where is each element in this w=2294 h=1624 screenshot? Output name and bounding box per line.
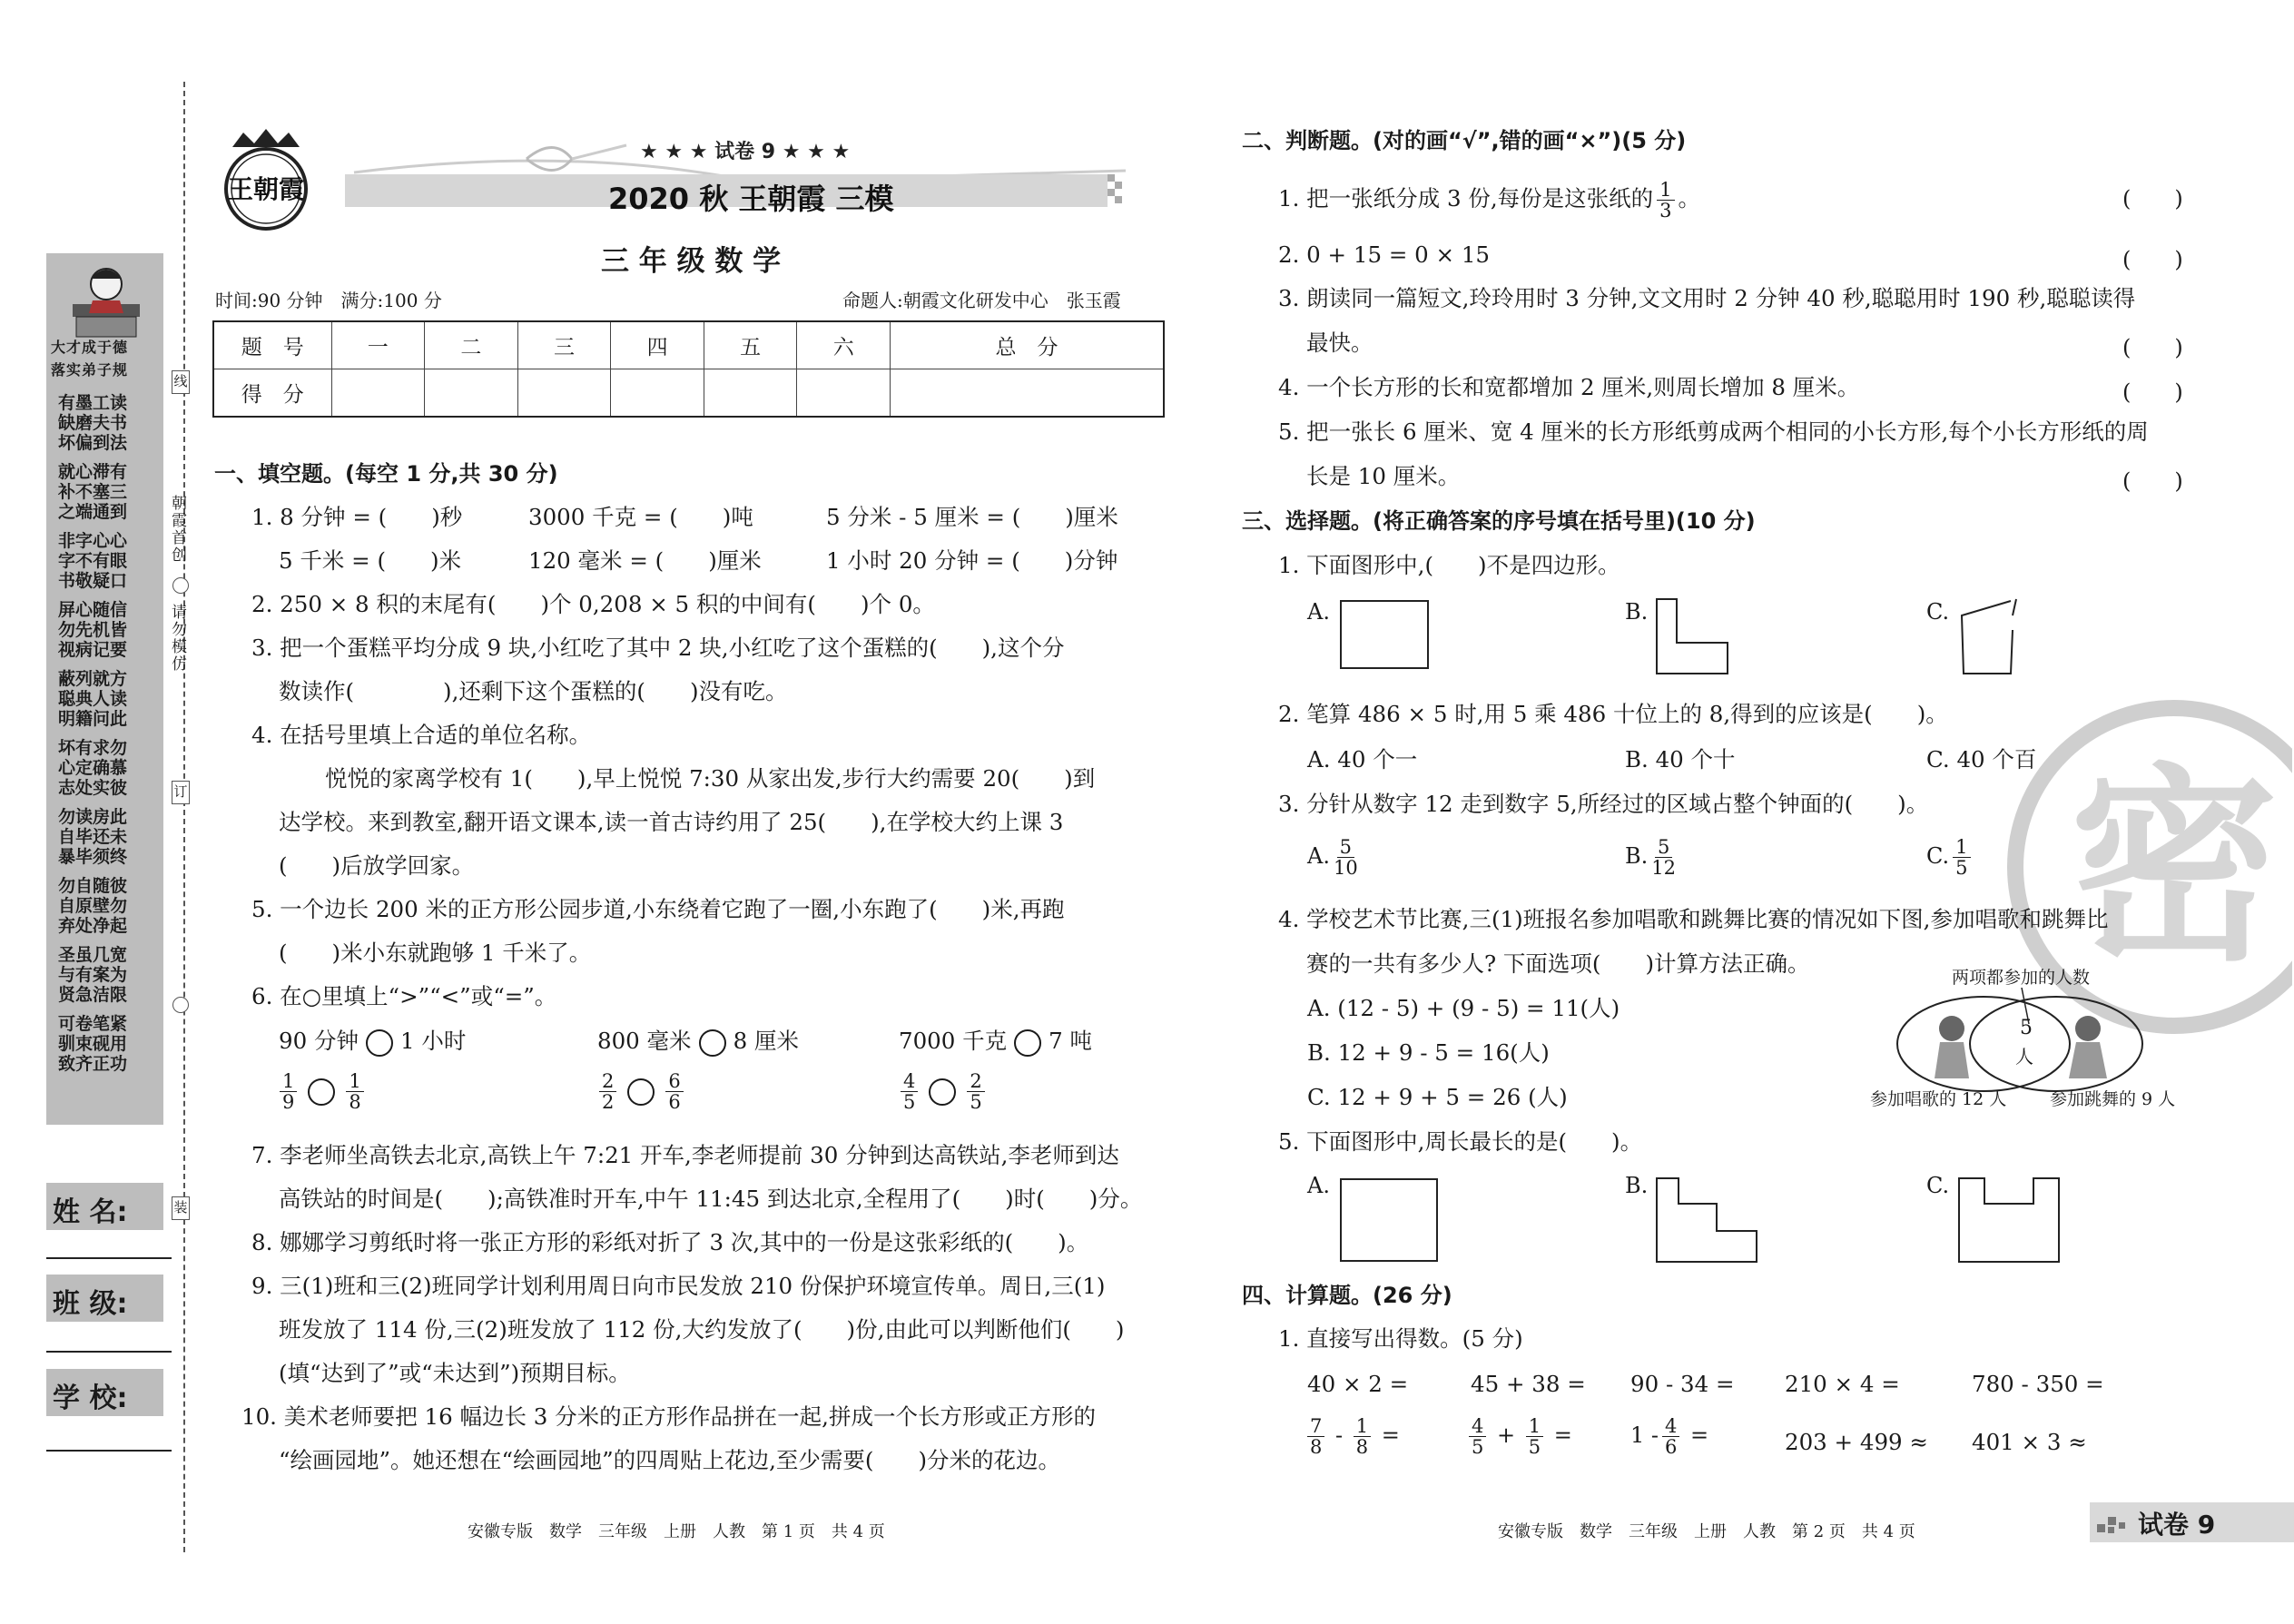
calc-item: 90 - 34 = — [1630, 1371, 1735, 1397]
denominator: 5 — [1472, 1436, 1484, 1458]
s1-q2: 2. 250 × 8 积的末尾有( )个 0,208 × 5 积的中间有( )个 0。 — [251, 591, 935, 617]
svg-text:聪典人读: 聪典人读 — [58, 689, 128, 709]
score-header-cell: 四 — [611, 321, 704, 369]
exam-author: 命题人:朝霞文化研发中心 张玉霞 — [842, 290, 1121, 311]
compare-circle[interactable] — [366, 1029, 393, 1057]
stamp-char: 密 — [2069, 747, 2279, 989]
fraction — [1953, 837, 1970, 878]
s2-q4: 4. 一个长方形的长和宽都增加 2 厘米,则周长增加 8 厘米。 — [1278, 374, 1860, 400]
denominator: 5 — [903, 1091, 916, 1113]
calc-item: 401 × 3 ≈ — [1972, 1429, 2087, 1455]
sidebar-cut-label-2: 请勿模仿 — [168, 604, 186, 673]
numerator: 1 — [1526, 1416, 1543, 1437]
numerator: 2 — [967, 1071, 984, 1092]
svg-text:屏心随信: 屏心随信 — [58, 600, 128, 620]
s3-q4b: 赛的一共有多少人? 下面选项( )计算方法正确。 — [1306, 950, 1810, 977]
s1-q10a: 10. 美术老师要把 16 幅边长 3 分米的正方形作品拼在一起,拼成一个长方形或正方形的 — [241, 1403, 1096, 1430]
venn-center-num: 5 — [2020, 1017, 2033, 1039]
q6-left: 90 分钟 — [279, 1028, 359, 1054]
sidebar-cut-label-5 — [172, 1196, 190, 1220]
fraction — [346, 1071, 363, 1112]
sidebar-cut-label-3 — [172, 370, 190, 394]
opt-letter: C. — [1926, 843, 1950, 869]
svg-text:贤急洁限: 贤急洁限 — [58, 985, 128, 1005]
section3-title: 三、选择题。(将正确答案的序号填在括号里)(10 分) — [1242, 508, 1756, 534]
cut-char-xian: 线 — [173, 373, 188, 389]
s2-q2: 2. 0 + 15 = 0 × 15 — [1278, 241, 1491, 268]
s1-q1b: 3000 千克 = ( )吨 — [528, 504, 753, 530]
denominator: 12 — [1651, 857, 1676, 879]
score-header-cell: 二 — [425, 321, 518, 369]
svg-text:致齐正功: 致齐正功 — [58, 1054, 128, 1074]
s1-q1d: 5 千米 = ( )米 — [279, 547, 462, 574]
answer-paren[interactable]: ( ) — [2122, 247, 2183, 272]
svg-text:字不有眼: 字不有眼 — [58, 551, 128, 571]
fraction — [1526, 1416, 1543, 1457]
s1-q7b: 高铁站的时间是( );高铁准时开车,中午 11:45 到达北京,全程用了( )时( )分。 — [279, 1186, 1143, 1212]
venn-center-unit: 人 — [2015, 1046, 2033, 1068]
shape-l-hexagon — [1655, 597, 1729, 681]
denominator: 5 — [1955, 857, 1968, 879]
corner-squares-icon — [2097, 1510, 2133, 1540]
denominator: 5 — [1528, 1436, 1541, 1458]
s1-q6-row1a — [279, 1026, 466, 1057]
equals-sign: = — [1381, 1422, 1400, 1448]
s1-q1e: 120 毫米 = ( )厘米 — [528, 547, 762, 574]
calc-frac-b — [1465, 1416, 1572, 1457]
denominator: 8 — [349, 1091, 361, 1113]
s1-q3a: 3. 把一个蛋糕平均分成 9 块,小红吃了其中 2 块,小红吃了这个蛋糕的( ),这个分 — [251, 635, 1065, 661]
score-header-cell: 五 — [704, 321, 797, 369]
svg-text:勿先机皆: 勿先机皆 — [58, 620, 128, 640]
s3-q1-optB[interactable]: B. — [1625, 599, 1649, 625]
s2-q3a: 3. 朗读同一篇短文,玲玲用时 3 分钟,文文用时 2 分钟 40 秒,聪聪用时 190 秒,聪聪读得 — [1278, 285, 2136, 311]
cut-char-ding: 订 — [173, 783, 188, 800]
score-cell[interactable] — [611, 369, 704, 418]
fraction — [1657, 180, 1674, 221]
svg-text:自原壁勿: 自原壁勿 — [58, 896, 128, 916]
s1-q6-row1b — [597, 1026, 799, 1057]
s1-q10b: “绘画园地”。她还想在“绘画园地”的四周贴上花边,至少需要( )分米的花边。 — [279, 1447, 1061, 1473]
name-label: 姓 名: — [53, 1196, 128, 1228]
svg-text:补不塞三: 补不塞三 — [58, 482, 128, 502]
s1-q1a: 1. 8 分钟 = ( )秒 — [251, 504, 463, 530]
svg-text:驯束砚用: 驯束砚用 — [58, 1034, 128, 1054]
score-header-cell: 一 — [331, 321, 425, 369]
svg-text:自毕还未: 自毕还未 — [58, 827, 128, 847]
corner-label: 试卷 9 — [2138, 1510, 2216, 1540]
s1-q3b: 数读作( ),还剩下这个蛋糕的( )没有吃。 — [279, 678, 788, 704]
s3-q4-optC[interactable]: C. 12 + 9 + 5 = 26 (人) — [1307, 1084, 1568, 1110]
shape-square — [1340, 1178, 1438, 1262]
sidebar-cut-label-1: 朝霞首创 — [168, 495, 186, 564]
s1-q9b: 班发放了 114 份,三(2)班发放了 112 份,大约发放了( )份,由此可以判断他们( ) — [279, 1316, 1125, 1343]
s3-q5: 5. 下面图形中,周长最长的是( )。 — [1278, 1128, 1643, 1155]
s1-q4: 4. 在括号里填上合适的单位名称。 — [251, 722, 592, 748]
calc-frac-a — [1304, 1416, 1400, 1457]
sidebar-cut-label-4 — [172, 781, 190, 804]
fraction — [967, 1071, 984, 1112]
score-header-cell: 三 — [517, 321, 611, 369]
numerator: 1 — [1953, 837, 1970, 858]
svg-text:暴毕须终: 暴毕须终 — [58, 847, 128, 867]
s3-q3-optC[interactable] — [1926, 837, 1974, 878]
s1-q8: 8. 娜娜学习剪纸时将一张正方形的彩纸对折了 3 次,其中的一份是这张彩纸的( )。 — [251, 1229, 1089, 1255]
s3-q2: 2. 笔算 486 × 5 时,用 5 乘 486 十位上的 8,得到的应该是( )。 — [1278, 701, 1948, 727]
equals-sign: = — [1553, 1422, 1572, 1448]
q6-right: 8 厘米 — [733, 1028, 799, 1054]
svg-text:蔽列就方: 蔽列就方 — [58, 669, 128, 689]
plus-sign: + — [1497, 1422, 1516, 1448]
s1-q4b: 达学校。来到教室,翻开语文课本,读一首古诗约用了 25( ),在学校大约上课 3 — [279, 809, 1064, 835]
equals-sign: = — [1690, 1422, 1709, 1448]
shape-notched-square — [1957, 1176, 2061, 1269]
numerator: 4 — [1469, 1416, 1486, 1437]
answer-paren[interactable]: ( ) — [2122, 186, 2183, 212]
svg-text:视病记要: 视病记要 — [58, 640, 128, 660]
svg-text:王朝霞: 王朝霞 — [227, 174, 305, 204]
compare-circle[interactable] — [699, 1029, 726, 1057]
numerator: 5 — [1337, 837, 1354, 858]
score-row-label: 得 分 — [213, 369, 331, 418]
numerator: 4 — [1662, 1416, 1679, 1437]
s3-q1-optA[interactable]: A. — [1307, 599, 1330, 625]
svg-text:就心滞有: 就心滞有 — [58, 462, 128, 482]
cut-char-zhuang: 装 — [173, 1199, 188, 1216]
footer-right: 安徽专版 数学 三年级 上册 人教 第 2 页 共 4 页 — [1498, 1522, 1915, 1541]
s3-q5-optC[interactable]: C. — [1926, 1173, 1950, 1198]
s1-q6-row2a — [276, 1071, 368, 1112]
fraction — [901, 1071, 918, 1112]
svg-text:弃处净起: 弃处净起 — [58, 916, 128, 936]
numerator: 4 — [901, 1071, 918, 1092]
fraction — [665, 1071, 683, 1112]
numerator: 2 — [599, 1071, 616, 1092]
svg-text:坏有求勿: 坏有求勿 — [58, 738, 128, 758]
s4-q1: 1. 直接写出得数。(5 分) — [1278, 1325, 1523, 1352]
calc-item: 45 + 38 = — [1471, 1371, 1586, 1397]
denominator: 6 — [668, 1091, 681, 1113]
sidebar-motto-top: 大才成于德 — [51, 339, 129, 356]
score-cell[interactable] — [331, 369, 425, 418]
svg-text:明籍问此: 明籍问此 — [58, 709, 128, 729]
s3-q1-optC[interactable]: C. — [1926, 599, 1950, 625]
compare-circle[interactable] — [627, 1078, 655, 1106]
fraction — [1307, 1416, 1324, 1457]
fraction — [599, 1071, 616, 1112]
s3-q3: 3. 分针从数字 12 走到数字 5,所经过的区域占整个钟面的( )。 — [1278, 791, 1929, 817]
s1-q1c: 5 分米 - 5 厘米 = ( )厘米 — [826, 504, 1118, 530]
s3-q5-optB[interactable]: B. — [1625, 1173, 1649, 1198]
s3-q5-optA[interactable]: A. — [1307, 1173, 1330, 1198]
s3-q4-optA[interactable]: A. (12 - 5) + (9 - 5) = 11(人) — [1307, 995, 1620, 1021]
s1-q6-row2c — [897, 1071, 989, 1112]
denominator: 9 — [282, 1091, 295, 1113]
opt-letter: B. — [1625, 843, 1649, 869]
sidebar-cut-circle-1 — [172, 577, 189, 594]
svg-text:书敬疑口: 书敬疑口 — [58, 571, 128, 591]
fraction — [1662, 1416, 1679, 1457]
school-label: 学 校: — [53, 1383, 128, 1414]
denominator: 5 — [970, 1091, 982, 1113]
svg-text:有墨工读: 有墨工读 — [58, 393, 128, 413]
score-table-header-row — [213, 321, 1164, 369]
svg-text:勿自随彼: 勿自随彼 — [58, 876, 128, 896]
answer-paren[interactable]: ( ) — [2122, 335, 2183, 360]
s2-q5b: 长是 10 厘米。 — [1306, 463, 1461, 489]
fraction — [280, 1071, 297, 1112]
s3-q2c[interactable]: C. 40 个百 — [1926, 746, 2037, 773]
svg-text:与有案为: 与有案为 — [58, 965, 128, 985]
score-cell[interactable] — [425, 369, 518, 418]
shape-open-figure — [1956, 597, 2020, 681]
fraction — [1334, 837, 1358, 878]
s2-q3b: 最快。 — [1306, 330, 1373, 356]
exam-title: 2020 秋 王朝霞 三模 — [608, 182, 894, 216]
calc-item: 203 + 499 ≈ — [1785, 1429, 1928, 1455]
svg-text:坏偏到法: 坏偏到法 — [58, 433, 128, 453]
s2-q1-end: 。 — [1678, 185, 1700, 212]
score-header-cell: 总 分 — [891, 321, 1164, 369]
venn-top-label: 两项都参加的人数 — [1952, 968, 2091, 988]
school-input-line[interactable] — [46, 1450, 172, 1452]
numerator: 5 — [1655, 837, 1672, 858]
score-cell[interactable] — [704, 369, 797, 418]
compare-circle[interactable] — [929, 1078, 956, 1106]
fraction — [1651, 837, 1676, 878]
s1-q4a: 悦悦的家离学校有 1( ),早上悦悦 7:30 从家出发,步行大约需要 20( )到 — [325, 765, 1096, 792]
numerator: 7 — [1307, 1416, 1324, 1437]
score-cell[interactable] — [517, 369, 611, 418]
class-input-line[interactable] — [46, 1351, 172, 1353]
calc-item: 40 × 2 = — [1307, 1371, 1409, 1397]
s2-q5a: 5. 把一张长 6 厘米、宽 4 厘米的长方形纸剪成两个相同的小长方形,每个小长方形纸的周 — [1278, 418, 2149, 445]
numerator: 1 — [1657, 180, 1674, 201]
s1-q5b: ( )米小东就跑够 1 千米了。 — [279, 940, 592, 966]
s1-q6-row2b — [596, 1071, 687, 1112]
name-input-line[interactable] — [46, 1257, 172, 1259]
s3-q2a[interactable]: A. 40 个一 — [1307, 746, 1418, 773]
s3-q2b[interactable]: B. 40 个十 — [1625, 746, 1736, 773]
s3-q4-optB[interactable]: B. 12 + 9 - 5 = 16(人) — [1307, 1039, 1550, 1066]
score-table — [212, 320, 1165, 418]
fraction — [1469, 1416, 1486, 1457]
numerator: 6 — [665, 1071, 683, 1092]
s2-q1 — [1278, 180, 1700, 221]
denominator: 6 — [1665, 1436, 1678, 1458]
score-table-score-row — [213, 369, 1164, 418]
svg-text:圣虽几宽: 圣虽几宽 — [58, 945, 128, 965]
s1-q6-row1c — [899, 1026, 1092, 1057]
svg-text:志处实彼: 志处实彼 — [58, 778, 128, 798]
sidebar-verse-block — [54, 389, 156, 1115]
s3-q3-optB[interactable] — [1625, 837, 1679, 878]
s1-q9c: (填“达到了”或“未达到”)预期目标。 — [279, 1360, 631, 1386]
shape-staircase — [1655, 1176, 1758, 1269]
denominator: 2 — [602, 1091, 615, 1113]
compare-circle[interactable] — [1014, 1029, 1041, 1057]
svg-text:心定确慕: 心定确慕 — [58, 758, 128, 778]
score-header-cell: 题 号 — [213, 321, 331, 369]
sidebar-motto-bottom: 落实弟子规 — [51, 361, 129, 379]
class-label: 班 级: — [53, 1288, 128, 1320]
q6-right: 7 吨 — [1049, 1028, 1093, 1054]
shape-rectangle — [1340, 600, 1429, 669]
section2-title: 二、判断题。(对的画“√”,错的画“×”)(5 分) — [1242, 128, 1687, 153]
venn-right-label: 参加跳舞的 9 人 — [2050, 1089, 2176, 1109]
score-cell[interactable] — [797, 369, 891, 418]
numerator: 1 — [1354, 1416, 1371, 1437]
s1-q7a: 7. 李老师坐高铁去北京,高铁上午 7:21 开车,李老师提前 30 分钟到达高铁站,李老师到达 — [251, 1142, 1119, 1168]
header-stars-title: ★ ★ ★ 试卷 9 ★ ★ ★ — [640, 141, 851, 163]
denominator: 3 — [1659, 200, 1672, 221]
denominator: 10 — [1333, 857, 1358, 879]
q6-left: 7000 千克 — [899, 1028, 1008, 1054]
logo-seal-icon — [216, 127, 316, 236]
compare-circle[interactable] — [308, 1078, 335, 1106]
q6-right: 1 小时 — [399, 1028, 467, 1054]
s3-q3-optA[interactable] — [1307, 837, 1362, 878]
calc-item: 210 × 4 = — [1785, 1371, 1900, 1397]
s2-q1-text: 1. 把一张纸分成 3 份,每份是这张纸的 — [1278, 185, 1654, 212]
footer-left: 安徽专版 数学 三年级 上册 人教 第 1 页 共 4 页 — [468, 1522, 885, 1541]
numerator: 1 — [280, 1071, 297, 1092]
minus-sign: - — [1335, 1422, 1344, 1448]
s3-q4a: 4. 学校艺术节比赛,三(1)班报名参加唱歌和跳舞比赛的情况如下图,参加唱歌和跳舞比 — [1278, 906, 2109, 932]
answer-paren[interactable]: ( ) — [2122, 468, 2183, 494]
s1-q4c: ( )后放学回家。 — [279, 852, 475, 879]
s1-q9a: 9. 三(1)班和三(2)班同学计划利用周日向市民发放 210 份保护环境宣传单。周日,三(1) — [251, 1273, 1106, 1299]
binding-dashed-line — [183, 82, 185, 1552]
denominator: 8 — [1355, 1436, 1369, 1458]
denominator: 8 — [1310, 1436, 1323, 1458]
calc-frac-c — [1630, 1416, 1708, 1457]
calc-item: 780 - 350 = — [1972, 1371, 2104, 1397]
sidebar-mascot-icon — [56, 259, 156, 345]
venn-left-label: 参加唱歌的 12 人 — [1870, 1089, 2007, 1109]
score-header-cell: 六 — [797, 321, 891, 369]
svg-text:非字心心: 非字心心 — [58, 531, 128, 551]
answer-paren[interactable]: ( ) — [2122, 379, 2183, 405]
section1-title: 一、填空题。(每空 1 分,共 30 分) — [214, 461, 558, 487]
svg-text:之端通到: 之端通到 — [58, 502, 128, 522]
s1-q1f: 1 小时 20 分钟 = ( )分钟 — [826, 547, 1118, 574]
svg-text:勿读房此: 勿读房此 — [58, 807, 128, 827]
numerator: 1 — [346, 1071, 363, 1092]
section4-title: 四、计算题。(26 分) — [1242, 1283, 1452, 1308]
calc-one-minus: 1 - — [1630, 1422, 1659, 1448]
opt-letter: A. — [1307, 843, 1330, 869]
fraction — [1354, 1416, 1371, 1457]
subject-title: 三 年 级 数 学 — [601, 245, 782, 278]
s1-q6: 6. 在○里填上“>”“<”或“=”。 — [251, 983, 557, 1009]
s1-q5a: 5. 一个边长 200 米的正方形公园步道,小东绕着它跑了一圈,小东跑了( )米,再跑 — [251, 896, 1065, 922]
q6-left: 800 毫米 — [597, 1028, 692, 1054]
sidebar-cut-circle-2 — [172, 997, 189, 1013]
svg-text:缺磨夫书: 缺磨夫书 — [58, 413, 128, 433]
svg-text:可卷笔紧: 可卷笔紧 — [58, 1014, 128, 1034]
score-cell[interactable] — [891, 369, 1164, 418]
time-score: 时间:90 分钟 满分:100 分 — [215, 290, 442, 311]
s3-q1: 1. 下面图形中,( )不是四边形。 — [1278, 552, 1620, 578]
